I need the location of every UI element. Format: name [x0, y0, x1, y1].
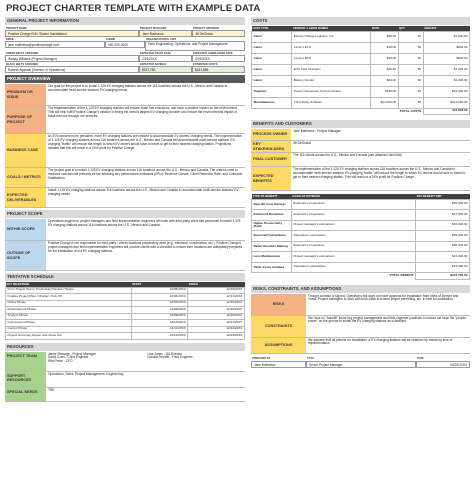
- start-cell[interactable]: 12/10/20XX: [131, 320, 188, 327]
- total-costs-value: 441,855.00: [423, 108, 469, 115]
- overview-business-label: BUSINESS CASE: [5, 134, 46, 167]
- table-row: [252, 42, 470, 53]
- benefit-expected-label: EXPECTED BENEFITS: [251, 167, 291, 190]
- amount-cell: $21,900.00: [423, 86, 469, 97]
- team-member: Donald Smythe - Field Engineer: [147, 355, 193, 360]
- team-member: Lisa Jones - QA Director: [147, 351, 183, 356]
- org-label: ORGANIZATIONAL UNIT: [146, 37, 177, 41]
- schedule-table: [5, 282, 245, 340]
- overview-purpose-text[interactable]: The implementation of the 1,125 EV charging stations will reduce fossil-fuel emissions, and have a positive impact on the environment. This will help fulfill Positive Charge's mission of being the world's largest EV charging provider and reduce the environmental impact of fossil-fuel use through our services.: [46, 106, 245, 133]
- start-cell[interactable]: 12/07/20XX: [131, 300, 188, 307]
- total-benefit-label: TOTAL BENEFIT: [389, 273, 414, 278]
- scope-heading: PROJECT SCOPE: [5, 210, 245, 218]
- black-belts-label: BLACK BELTS ASSIGNED: [6, 62, 39, 66]
- table-row: [252, 64, 470, 75]
- start-field[interactable]: 2/19/20XX: [139, 55, 192, 62]
- rate-cell[interactable]: $438.00: [371, 86, 398, 97]
- savings-field[interactable]: $237,750: [139, 66, 192, 73]
- start-cell[interactable]: 12/08/20XX: [131, 307, 188, 314]
- benefit-amount-cell[interactable]: $19,000.00: [416, 262, 470, 273]
- table-row: [252, 97, 470, 108]
- costs-field[interactable]: $441,855: [192, 66, 245, 73]
- total-benefit-value: $237,750.00: [416, 273, 470, 280]
- title-label: TITLE: [307, 357, 315, 360]
- overview-goals-label: GOALS / METRICS: [5, 168, 46, 187]
- scope-outside-label: OUTSIDE OF SCOPE: [5, 241, 46, 270]
- phone-label: PHONE: [106, 37, 116, 41]
- finish-cell[interactable]: 12/23/20XX: [188, 333, 245, 340]
- amount-cell: $900.00: [423, 53, 469, 64]
- total-costs-label: TOTAL COSTS: [399, 108, 422, 113]
- table-row: [252, 75, 470, 86]
- milestone-cell[interactable]: Control Phase: [6, 326, 132, 333]
- cost-type-cell[interactable]: Labor: [252, 53, 292, 64]
- cost-type-cell[interactable]: Miscellaneous: [252, 97, 292, 108]
- email-label: EMAIL: [6, 37, 15, 41]
- start-cell[interactable]: 12/09/20XX: [131, 313, 188, 320]
- table-row: [252, 262, 470, 273]
- qty-cell[interactable]: 50: [398, 97, 423, 108]
- costs-col-qty: QTY: [398, 26, 423, 31]
- finish-cell[interactable]: 12/16/20XX: [188, 300, 245, 307]
- overview-problem-label: PROBLEM OR ISSUE: [5, 84, 46, 105]
- milestone-cell[interactable]: Finalize Project Plan / Charter / Kick Off: [6, 294, 132, 301]
- start-label: EXPECTED START DATE: [140, 51, 171, 55]
- manager-field[interactable]: Jane Matthews: [139, 30, 192, 37]
- qty-cell[interactable]: 50: [398, 42, 423, 53]
- completion-label: EXPECTED COMPLETION DATE: [193, 51, 233, 55]
- benefit-expected-text[interactable]: The implementation of the 1,125 EV charging stations across 116 locations across the U.S., Mexico and Canada to accommodate multi-service stations' EV-charging "traffic" will reduce the length to which EV drivers would have to travel to get to their nearest charging station. This will result in a 24% profit for Positive Charge.: [293, 167, 466, 179]
- finish-cell[interactable]: 12/20/20XX: [188, 313, 245, 320]
- costs-table: [251, 26, 470, 115]
- benefit-customer-label: FINAL CUSTOMER: [251, 153, 291, 166]
- team-member: Rita Prese - CFO: [48, 359, 73, 364]
- basis-cell[interactable]: Project manager's estimations: [291, 220, 415, 231]
- basis-cell[interactable]: Estimator's projections: [291, 241, 415, 252]
- benefits-col-type: TYPE OF BENEFIT: [252, 194, 292, 199]
- table-row: [252, 241, 470, 252]
- rate-cell[interactable]: $14,000.00: [371, 97, 398, 108]
- table-row: [252, 220, 470, 231]
- schedule-col-milestone: KEY MILESTONE: [6, 282, 132, 287]
- sponsor-field[interactable]: Jill DeGrasio: [192, 30, 245, 37]
- benefit-stakeholders-label: KEY STAKEHOLDERS: [251, 141, 291, 152]
- cost-type-cell[interactable]: Labor: [252, 42, 292, 53]
- table-row: [252, 231, 470, 242]
- resources-team-label: PROJECT TEAM: [5, 352, 46, 371]
- basis-cell[interactable]: Operations' estimations: [291, 262, 415, 273]
- vendor-cell[interactable]: Third-Party Software: [292, 97, 371, 108]
- milestone-cell[interactable]: Project Summary Report and Close Out: [6, 333, 132, 340]
- savings-label: EXPECTED SAVINGS: [140, 62, 167, 66]
- cost-type-cell[interactable]: Labor: [252, 75, 292, 86]
- benefit-type-cell[interactable]: Other Costs Avoided: [252, 262, 292, 273]
- cost-type-cell[interactable]: Labor: [252, 64, 292, 75]
- vendor-cell[interactable]: Level 1 EVS: [292, 42, 371, 53]
- basis-cell[interactable]: Estimator's projections: [291, 199, 415, 210]
- benefit-type-cell[interactable]: Less Maintenance: [252, 252, 292, 263]
- milestone-cell[interactable]: Form Project Team / Preliminary Review / Scope: [6, 287, 132, 294]
- table-row: [252, 199, 470, 210]
- rate-cell[interactable]: $36.00: [371, 31, 398, 42]
- finish-cell[interactable]: 12/21/20XX: [188, 320, 245, 327]
- green-belts-field[interactable]: Wendy Williams (Project Manager): [5, 55, 139, 62]
- benefit-amount-cell[interactable]: $15,000.00: [416, 220, 470, 231]
- schedule-col-finish: FINISH: [188, 282, 245, 287]
- vendor-cell[interactable]: Battery Vendor: [292, 75, 371, 86]
- email-field[interactable]: jane.matthews@positivecharge.com: [5, 41, 105, 48]
- overview-deliverables-text[interactable]: Install 1,125 EV charging stations across 116 locations across the U.S., Mexico and Canada to accommodate multi-service stations' EV-charging needs.: [46, 188, 245, 207]
- rate-cell[interactable]: $26.50: [371, 64, 398, 75]
- costs-col-rate: RATE: [371, 26, 398, 31]
- phone-field[interactable]: 000-000-0000: [105, 41, 145, 48]
- benefit-type-cell[interactable]: Higher Productivity (Soft): [252, 220, 292, 231]
- costs-col-amount: AMOUNT: [423, 26, 469, 31]
- resources-support-text[interactable]: Operations, Sales, Project Management, Engineering: [48, 371, 124, 376]
- vendor-cell[interactable]: Level 2 EVS: [292, 53, 371, 64]
- sponsor-label: PROJECT SPONSOR: [193, 26, 219, 30]
- amount-cell: $414,630.00: [423, 97, 469, 108]
- overview-deliverables-label: EXPECTED DELIVERABLES: [5, 188, 46, 207]
- benefit-type-cell[interactable]: Improved Compliance: [252, 231, 292, 242]
- completion-field[interactable]: 2/19/20XX: [192, 55, 245, 62]
- costs-label: ESTIMATED COSTS: [193, 62, 218, 66]
- date-label: DATE: [417, 357, 424, 360]
- team-member: David Coen - Chief Engineer: [48, 355, 89, 360]
- benefit-type-cell[interactable]: Specific Cost Savings: [252, 199, 292, 210]
- table-row: [252, 252, 470, 263]
- benefit-stakeholders-text[interactable]: Jill DeGrasio: [293, 141, 312, 145]
- start-cell[interactable]: 12/06/20XX: [131, 294, 188, 301]
- team-column-1[interactable]: [46, 352, 146, 371]
- resources-special-label: SPECIAL NEEDS: [5, 388, 46, 401]
- milestone-cell[interactable]: Improvement Phase: [6, 320, 132, 327]
- general-heading: GENERAL PROJECT INFORMATION: [5, 17, 245, 25]
- constraints-label: CONSTRAINTS: [251, 316, 306, 337]
- qty-cell[interactable]: 50: [398, 53, 423, 64]
- milestone-cell[interactable]: Measurement Phase: [6, 307, 132, 314]
- start-cell[interactable]: 12/11/20XX: [131, 326, 188, 333]
- benefits-table: [251, 194, 470, 280]
- costs-col-vendor: VENDOR / LABOR NAMES: [292, 26, 371, 31]
- finish-cell[interactable]: 12/15/20XX: [188, 287, 245, 294]
- table-row: [252, 53, 470, 64]
- overview-purpose-label: PURPOSE OF PROJECT: [5, 106, 46, 133]
- amount-cell: $1,800.00: [423, 31, 469, 42]
- amount-cell: $900.00: [423, 42, 469, 53]
- scope-outside-text[interactable]: Positive Charge is not responsible for third-party / clients locations preparatory work (e.g., electrical, construction, etc.). Positive Charge's project managers and field implementation engineers will provide clients with a checklist to ensure their locations are adequately prepared for the installation of our EV charging stations.: [48, 241, 243, 253]
- cost-type-cell[interactable]: Labor: [252, 31, 292, 42]
- overview-heading: PROJECT OVERVIEW: [5, 75, 245, 83]
- milestone-cell[interactable]: Analyze Phase: [6, 313, 132, 320]
- risks-heading: RISKS, CONSTRAINTS, AND ASSUMPTIONS: [251, 285, 470, 293]
- org-field[interactable]: Field Engineering, Operations, and Project Management: [145, 41, 245, 51]
- benefit-amount-cell[interactable]: $21,000.00: [416, 252, 470, 263]
- costs-col-type: COST TYPE: [252, 26, 292, 31]
- prepared-by-label: PREPARED BY: [252, 357, 271, 360]
- vendor-cell[interactable]: Power Conversion System Vendor: [292, 86, 371, 97]
- benefit-amount-cell[interactable]: $29,000.00: [416, 231, 470, 242]
- costs-heading: COSTS: [251, 17, 470, 25]
- resources-special-text[interactable]: TBD: [48, 387, 55, 392]
- start-cell[interactable]: 12/12/20XX: [131, 333, 188, 340]
- basis-cell[interactable]: Estimator's projections: [291, 210, 415, 221]
- finish-cell[interactable]: 12/22/20XX: [188, 326, 245, 333]
- benefits-col-amount: EST BENEFIT AMT: [416, 194, 470, 199]
- benefit-type-cell[interactable]: Enhanced Revenues: [252, 210, 292, 221]
- finish-cell[interactable]: 12/19/20XX: [188, 307, 245, 314]
- qty-cell[interactable]: 50: [398, 31, 423, 42]
- benefit-amount-cell[interactable]: $25,000.00: [416, 241, 470, 252]
- amount-cell: $1,325.00: [423, 64, 469, 75]
- rate-cell[interactable]: $18.00: [371, 42, 398, 53]
- schedule-col-start: START: [131, 282, 188, 287]
- resources-support-label: SUPPORT RESOURCES: [5, 372, 46, 387]
- benefit-type-cell[interactable]: Better Decision Making: [252, 241, 292, 252]
- basis-cell[interactable]: Project manager's estimations: [291, 252, 415, 263]
- table-row: [6, 333, 245, 340]
- right-column: [251, 17, 470, 368]
- finish-cell[interactable]: 12/17/20XX: [188, 294, 245, 301]
- overview-business-text[interactable]: As EVs become more prevalent, more EV charging stations are needed to accommodate EV drivers' charging needs. The implementation of 1,125 EV charging stations across 116 locations across the U.S., Mexico and Canada will accommodate multi-service stations' EV-charging "traffic" will reduce the length to which EV drivers would have to travel to get to their nearest charging station. Projections indicate that this will result in a 24% profit for Positive Charge.: [46, 134, 245, 167]
- team-column-2[interactable]: [146, 352, 246, 371]
- benefit-amount-cell[interactable]: $27,500.00: [416, 210, 470, 221]
- benefits-col-basis: BASIS OF ESTIMATE: [291, 194, 415, 199]
- manager-label: PROJECT MANAGER: [140, 26, 167, 30]
- benefits-heading: BENEFITS AND CUSTOMERS: [251, 120, 470, 128]
- start-cell[interactable]: 12/05/20XX: [131, 287, 188, 294]
- team-member: Janne Remage - Project Manager: [48, 351, 96, 356]
- overview-goals-text[interactable]: The project goal is to install 1,125 EV charging stations across 116 locations across the U.S., Mexico and Canada. The metrics used to measure success will primarily be the following key performance indicators (KPIs): Revenue Growth, Client Retention Rate, and Customer Satisfaction.: [46, 168, 245, 187]
- left-column: [5, 17, 245, 402]
- qty-cell[interactable]: 50: [398, 86, 423, 97]
- assumptions-text[interactable]: We assume that all permits for installation of EV-charging stations will be obtained by clients by time of implementation.: [308, 337, 453, 346]
- benefit-owner-text[interactable]: Jane Matthews - Project Manager: [293, 129, 341, 133]
- green-belts-label: GREEN BELTS ASSIGNED: [6, 51, 39, 55]
- milestone-cell[interactable]: Define Phase: [6, 300, 132, 307]
- qty-cell[interactable]: 50: [398, 64, 423, 75]
- rate-cell[interactable]: $24.00: [371, 75, 398, 86]
- table-row: [252, 210, 470, 221]
- risks-label: RISKS: [251, 294, 306, 315]
- overview-problem-text[interactable]: Our goal for this project is to install 1,125 EV charging stations across the 116 locations across the U.S., Mexico and Canada to accommodate multi-service stations' EV-charging needs.: [46, 84, 245, 105]
- risks-text[interactable]: Though contract is signed. Operations still does not have approval for installation from cities of Denver and Yuma. Project managers to work with both cities to ensure proper permitting, etc. in time for installation.: [308, 293, 459, 302]
- table-row: [252, 86, 470, 97]
- cost-type-cell[interactable]: Supplies: [252, 86, 292, 97]
- project-name-field[interactable]: Positive Charge EMV Station Installations: [5, 30, 139, 37]
- vendor-cell[interactable]: EVC Fast Chargers: [292, 64, 371, 75]
- schedule-heading: TENTATIVE SCHEDULE: [5, 273, 245, 281]
- constraints-text[interactable]: We have no "backfill" some key project management and field engineer positions to ensure we have the "people power" on the ground to install the EV charging stations as scheduled.: [308, 315, 466, 324]
- qty-cell[interactable]: 50: [398, 75, 423, 86]
- scope-within-text[interactable]: Operations engineers, project managers and field implementation engineers will work with third-party client site personnel to install 1,125 EV charging stations across 116 locations across the U.S., Mexico and Canada.: [48, 219, 241, 227]
- scope-within-label: WITHIN SCOPE: [5, 219, 46, 240]
- black-belts-field[interactable]: Rakesh Agarwal (Director of Operations): [5, 66, 139, 73]
- benefit-customer-text[interactable]: The 116 clients across the U.S., Mexico and Canada (see attached client list).: [293, 153, 403, 157]
- title-field[interactable]: Senior Project Manager: [306, 361, 416, 368]
- benefit-amount-cell[interactable]: $29,500.00: [416, 199, 470, 210]
- basis-cell[interactable]: Operations' estimations: [291, 231, 415, 242]
- rate-cell[interactable]: $18.00: [371, 53, 398, 64]
- date-field[interactable]: 04/22/20XX: [416, 361, 470, 368]
- project-name-label: PROJECT NAME: [6, 26, 27, 30]
- assumptions-label: ASSUMPTIONS: [251, 338, 306, 353]
- prepared-by-field[interactable]: Jane Matthews: [251, 361, 306, 368]
- page-title: PROJECT CHARTER TEMPLATE WITH EXAMPLE DATA: [6, 3, 261, 14]
- table-row: [252, 31, 470, 42]
- resources-heading: RESOURCES: [5, 343, 245, 351]
- amount-cell: $1,200.00: [423, 75, 469, 86]
- benefit-owner-label: PROCESS OWNER: [251, 129, 291, 140]
- vendor-cell[interactable]: Electro Charge Logistics, Inc.: [292, 31, 371, 42]
